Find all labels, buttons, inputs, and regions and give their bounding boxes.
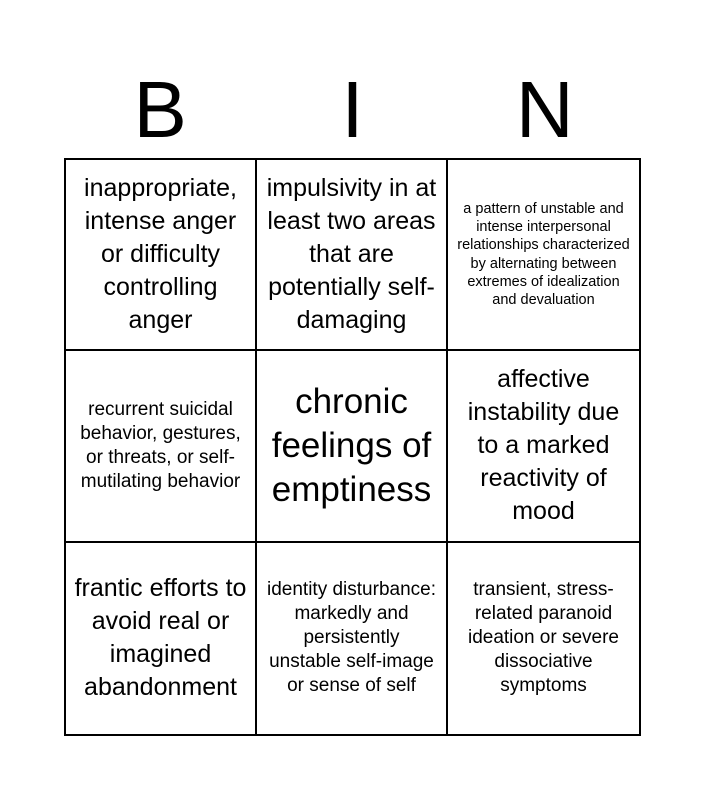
bingo-cell-r1c3[interactable]: a pattern of unstable and intense interpersonal relationships characterized by alternating between extremes of idealization and devaluation [448,160,639,351]
bingo-cell-r2c3[interactable]: affective instability due to a marked reactivity of mood [448,351,639,542]
bingo-cell-r1c1[interactable]: inappropriate, intense anger or difficulty controlling anger [66,160,257,351]
bingo-cell-r2c2[interactable]: chronic feelings of emptiness [257,351,448,542]
header-letter-b: B [133,65,187,154]
header-letter-n: N [515,65,574,154]
bingo-cell-r3c1[interactable]: frantic efforts to avoid real or imagined abandonment [66,543,257,734]
bingo-cell-r3c3[interactable]: transient, stress-related paranoid ideation or severe dissociative symptoms [467,579,620,697]
bingo-header [64,62,641,158]
bingo-cell-r2c1[interactable]: recurrent suicidal behavior, gestures, or threats, or self-mutilating behavior [66,351,257,542]
header-letter-i: I [341,65,364,154]
bingo-cell-r1c2[interactable]: impulsivity in at least two areas that are potentially self-damaging [257,160,448,351]
bingo-grid [64,158,641,736]
bingo-cell-r3c2[interactable]: identity disturbance: markedly and persistently unstable self-image or sense of self [257,543,448,734]
